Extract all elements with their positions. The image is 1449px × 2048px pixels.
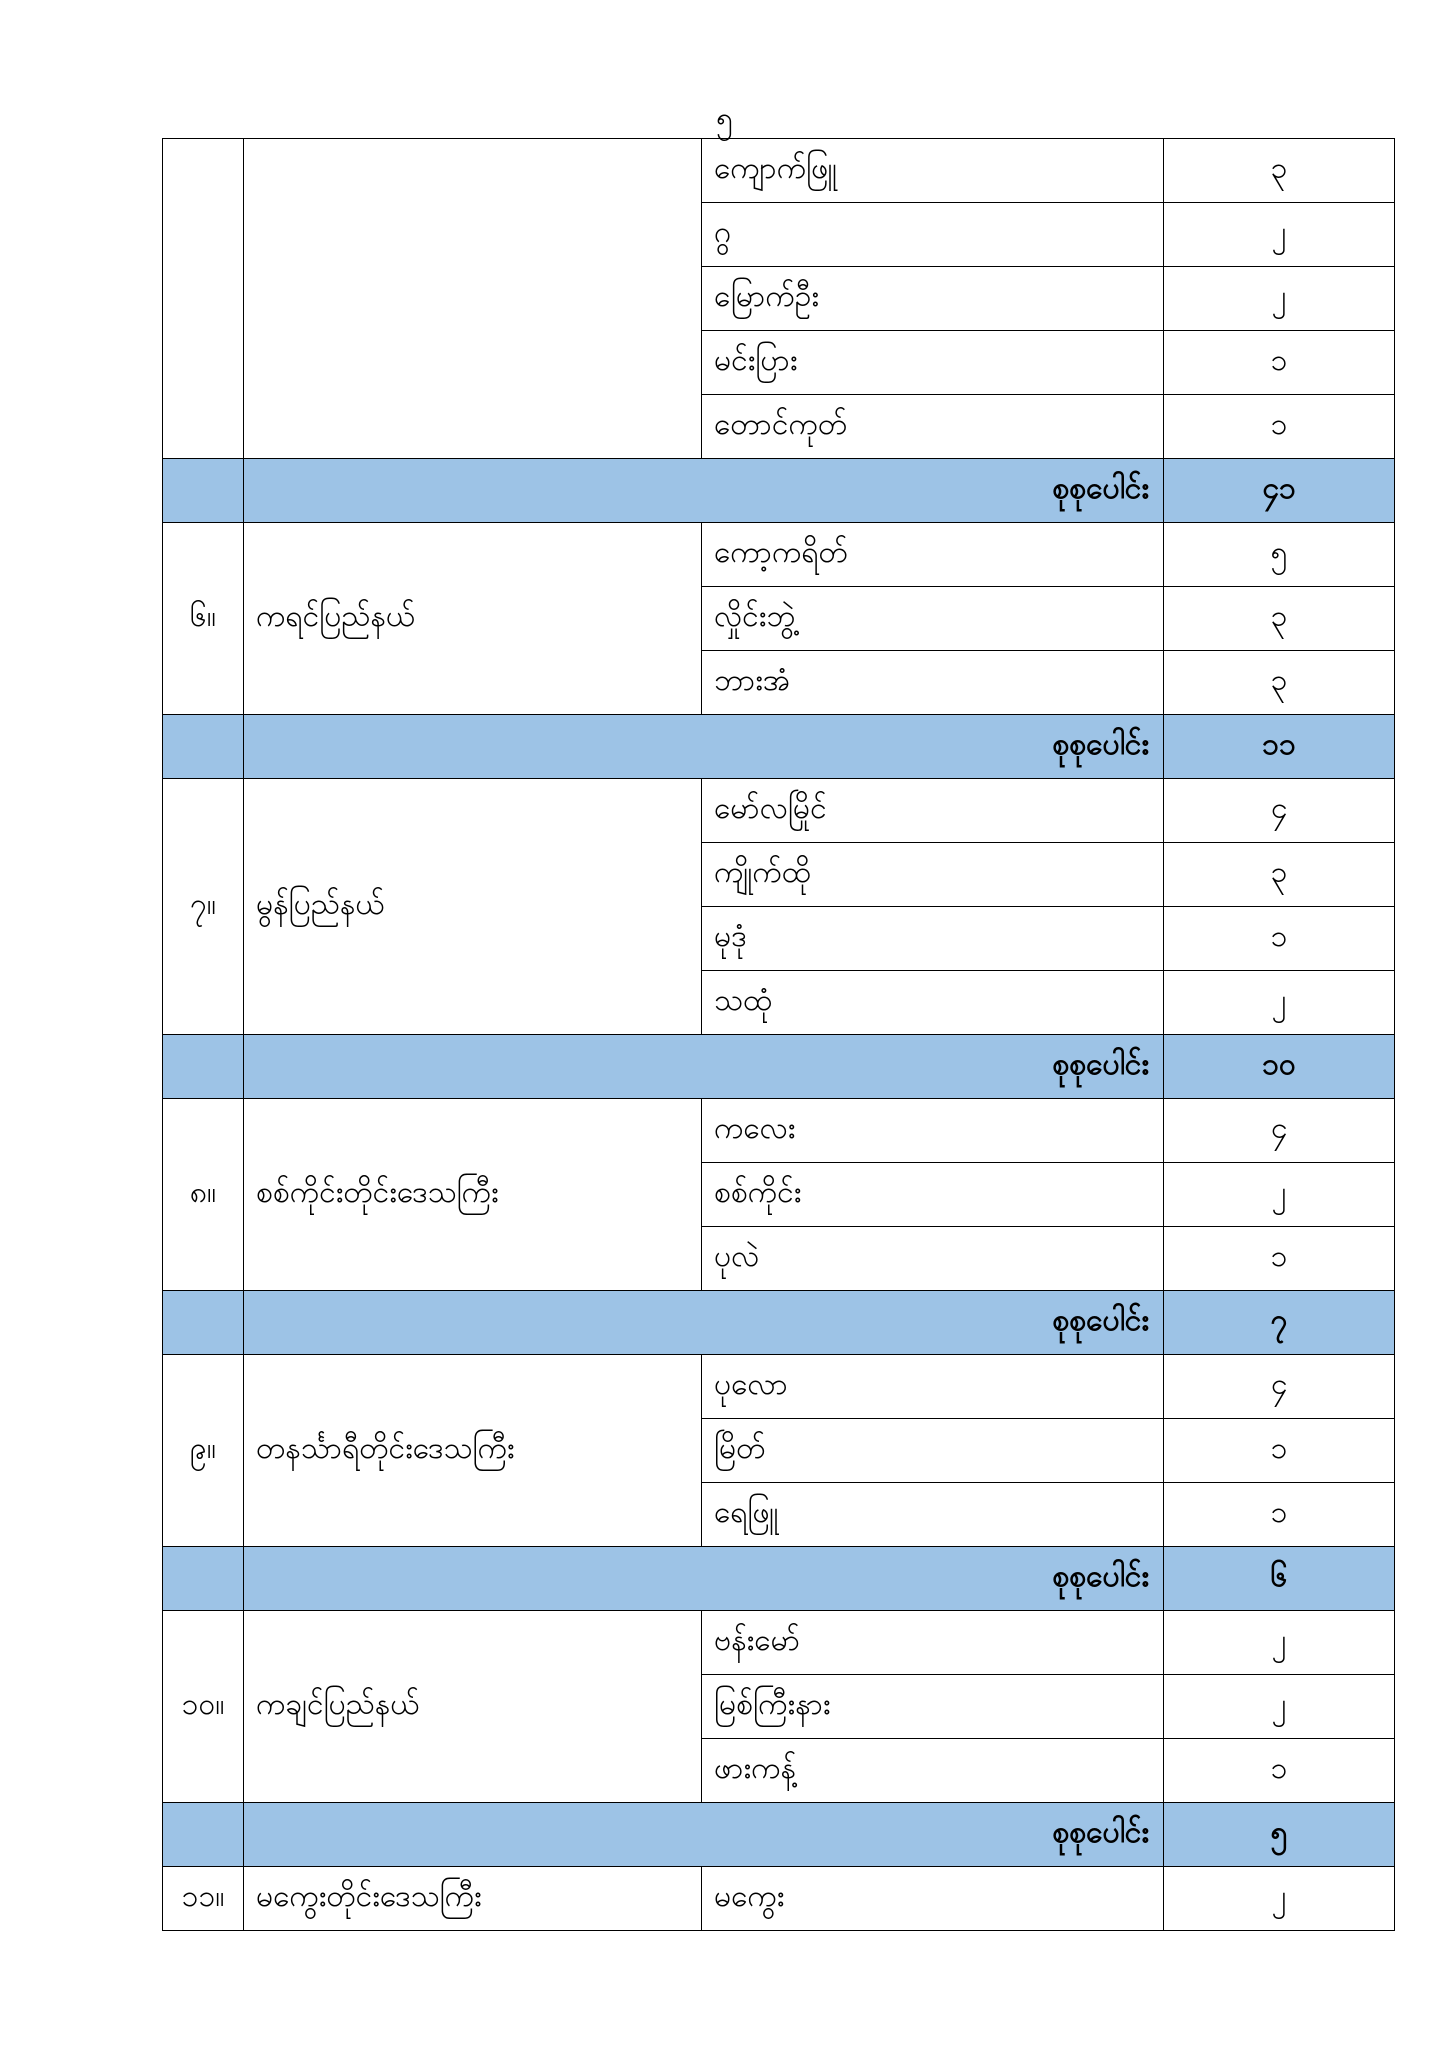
total-label: စုစုပေါင်း xyxy=(244,1035,1164,1099)
township-name: ပုလဲ xyxy=(702,1227,1164,1291)
township-name: တောင်ကုတ် xyxy=(702,395,1164,459)
township-name: သထုံ xyxy=(702,971,1164,1035)
table-row xyxy=(163,139,1395,203)
table-row xyxy=(163,523,1395,587)
township-name: ဘားအံ xyxy=(702,651,1164,715)
township-count: ၃ xyxy=(1164,843,1395,907)
township-name: ကော့ကရိတ် xyxy=(702,523,1164,587)
region-number: ၆။ xyxy=(163,523,244,715)
township-count: ၂ xyxy=(1164,203,1395,267)
total-value: ၇ xyxy=(1164,1291,1395,1355)
total-value: ၁၀ xyxy=(1164,1035,1395,1099)
total-value: ၅ xyxy=(1164,1803,1395,1867)
township-name: ကျောက်ဖြူ xyxy=(702,139,1164,203)
total-row xyxy=(163,1803,1395,1867)
township-name: မြောက်ဦး xyxy=(702,267,1164,331)
township-count: ၂ xyxy=(1164,1163,1395,1227)
total-blank-cell xyxy=(163,459,244,523)
total-row xyxy=(163,1291,1395,1355)
township-count: ၁ xyxy=(1164,1227,1395,1291)
table-row xyxy=(163,1867,1395,1931)
township-count: ၃ xyxy=(1164,587,1395,651)
region-number: ၉။ xyxy=(163,1355,244,1547)
total-label: စုစုပေါင်း xyxy=(244,459,1164,523)
total-blank-cell xyxy=(163,715,244,779)
township-count: ၄ xyxy=(1164,1355,1395,1419)
total-value: ၆ xyxy=(1164,1547,1395,1611)
township-count: ၂ xyxy=(1164,267,1395,331)
total-label: စုစုပေါင်း xyxy=(244,715,1164,779)
township-count: ၁ xyxy=(1164,907,1395,971)
page-number: ၅ xyxy=(716,101,733,136)
table-row xyxy=(163,1611,1395,1675)
table-row xyxy=(163,779,1395,843)
township-count: ၂ xyxy=(1164,1675,1395,1739)
total-value: ၄၁ xyxy=(1164,459,1395,523)
township-name: မင်းပြား xyxy=(702,331,1164,395)
table-row xyxy=(163,1355,1395,1419)
total-row xyxy=(163,459,1395,523)
region-number: ၁၁။ xyxy=(163,1867,244,1931)
township-count: ၅ xyxy=(1164,523,1395,587)
township-count: ၁ xyxy=(1164,1419,1395,1483)
total-row xyxy=(163,1547,1395,1611)
township-name: ဖားကန့် xyxy=(702,1739,1164,1803)
township-count: ၃ xyxy=(1164,139,1395,203)
region-name: ကရင်ပြည်နယ် xyxy=(244,523,702,715)
total-value: ၁၁ xyxy=(1164,715,1395,779)
township-name: လှိုင်းဘွဲ့ xyxy=(702,587,1164,651)
township-name: မကွေး xyxy=(702,1867,1164,1931)
township-name: စစ်ကိုင်း xyxy=(702,1163,1164,1227)
region-number: ၈။ xyxy=(163,1099,244,1291)
township-name: ကလေး xyxy=(702,1099,1164,1163)
total-blank-cell xyxy=(163,1547,244,1611)
region-name: ကချင်ပြည်နယ် xyxy=(244,1611,702,1803)
region-name: မွန်ပြည်နယ် xyxy=(244,779,702,1035)
township-name: မြိတ် xyxy=(702,1419,1164,1483)
township-name: မော်လမြိုင် xyxy=(702,779,1164,843)
region-name: စစ်ကိုင်းတိုင်းဒေသကြီး xyxy=(244,1099,702,1291)
township-count: ၂ xyxy=(1164,971,1395,1035)
region-name: တနင်္သာရီတိုင်းဒေသကြီး xyxy=(244,1355,702,1547)
township-name: ဂွ xyxy=(702,203,1164,267)
township-name: ဗန်းမော် xyxy=(702,1611,1164,1675)
township-count: ၄ xyxy=(1164,1099,1395,1163)
township-count: ၁ xyxy=(1164,331,1395,395)
total-label: စုစုပေါင်း xyxy=(244,1803,1164,1867)
region-name: မကွေးတိုင်းဒေသကြီး xyxy=(244,1867,702,1931)
total-label: စုစုပေါင်း xyxy=(244,1547,1164,1611)
township-count: ၁ xyxy=(1164,395,1395,459)
region-number xyxy=(163,139,244,459)
total-blank-cell xyxy=(163,1035,244,1099)
township-table xyxy=(162,138,1395,1931)
region-name xyxy=(244,139,702,459)
township-count: ၁ xyxy=(1164,1739,1395,1803)
township-name: မြစ်ကြီးနား xyxy=(702,1675,1164,1739)
township-name: မုဒုံ xyxy=(702,907,1164,971)
township-name: ကျိုက်ထို xyxy=(702,843,1164,907)
township-count: ၁ xyxy=(1164,1483,1395,1547)
total-row xyxy=(163,1035,1395,1099)
total-row xyxy=(163,715,1395,779)
township-count: ၂ xyxy=(1164,1867,1395,1931)
township-name: ပုလော xyxy=(702,1355,1164,1419)
total-blank-cell xyxy=(163,1291,244,1355)
township-name: ရေဖြူ xyxy=(702,1483,1164,1547)
table-row xyxy=(163,1099,1395,1163)
township-count: ၄ xyxy=(1164,779,1395,843)
total-label: စုစုပေါင်း xyxy=(244,1291,1164,1355)
township-count: ၃ xyxy=(1164,651,1395,715)
township-count: ၂ xyxy=(1164,1611,1395,1675)
region-number: ၁၀။ xyxy=(163,1611,244,1803)
region-number: ၇။ xyxy=(163,779,244,1035)
total-blank-cell xyxy=(163,1803,244,1867)
